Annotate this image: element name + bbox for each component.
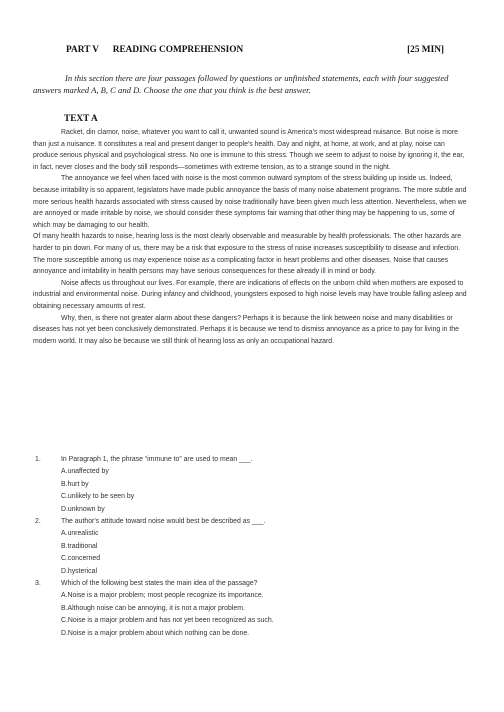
paragraph: The annoyance we feel when faced with noise is the most common outward symptom of the stress building up inside us. Indeed, because irritability is so apparent, legislators have made public annoyance the basis of many noise abatement programs. The more subtle and more serious health hazards associated with stress caused by noise traditionally have been given much less attention. Nevertheless, when we are annoyed or made irritable by noise, we should consider these symptoms fair warning that other thing may be happening to us, some of which may be damaging to our health. (33, 175, 467, 229)
answer-option: D.Noise is a major problem about which nothing can be done. (61, 629, 250, 637)
paragraph: Why, then, is there not greater alarm about these dangers? Perhaps it is because the link between noise and many disabilities or diseases has not yet been conclusively demonstrated. Perhaps it is because we tend to dismiss annoyance as a price to pay for living in the modern world. It may also be because we still think of hearing loss as only an occupational hazard. (33, 314, 459, 345)
passage (33, 127, 469, 347)
question (33, 578, 469, 640)
answer-option: C.unlikely to be seen by (61, 493, 135, 501)
question-number: 3. (35, 580, 41, 588)
paragraph: Of many health hazards to noise, hearing loss is the most clearly observable and measurable by health professionals. The other hazards are harder to pin down. For many of us, there may be a risk that exposure to the stress of noise increases susceptibility to disease and infection. The more susceptible among us may experience noise as a complicating factor in heart problems and other diseases. Noise that causes annoyance and irritability in health persons may have serious consequences for these already ill in mind or body. (33, 233, 462, 276)
time-limit: [25 MIN] (407, 45, 444, 55)
question-number: 2. (35, 518, 41, 526)
question (33, 516, 469, 578)
question-stem: Which of the following best states the main idea of the passage? (61, 580, 258, 588)
question-number: 1. (35, 456, 41, 463)
answer-option: C.Noise is a major problem and has not yet been recognized as such. (61, 617, 274, 625)
answer-option: D.unknown by (61, 505, 105, 513)
questions (33, 454, 469, 640)
answer-option: D.hysterical (61, 567, 97, 575)
answer-option: B.Although noise can be annoying, it is not a major problem. (61, 604, 245, 612)
answer-option: B.traditional (61, 542, 98, 550)
question (33, 454, 469, 516)
part-header (66, 45, 444, 57)
answer-option: A.unaffected by (61, 468, 109, 476)
question-stem: In Paragraph 1, the phrase “immune to” are used to mean ___. (61, 456, 253, 463)
answer-option: A.unrealistic (61, 530, 99, 538)
paragraph: Racket, din clamor, noise, whatever you want to call it, unwanted sound is America's most widespread nuisance. But noise is more than just a nuisance. It constitutes a real and present danger to people's health. Day and night, at home, at work, and at play, noise can produce serious physical and psychological stress. No one is immune to this stress. Though we seem to adjust to noise by ignoring it, the ear, in fact, never closes and the body still responds—sometimes with extreme tension, as to a strange sound in the night. (33, 129, 465, 171)
answer-option: A.Noise is a major problem; most people recognize its importance. (61, 592, 264, 600)
section-title: TEXT A (64, 114, 98, 124)
answer-option: B.hurt by (61, 480, 89, 488)
paragraph: Noise affects us throughout our lives. For example, there are indications of effects on the unborn child when mothers are exposed to industrial and environmental noise. During infancy and childhood, youngsters exposed to high noise levels may have trouble falling asleep and obtaining necessary amounts of rest. (33, 279, 467, 310)
question-stem: The author's attitude toward noise would best be described as ___. (61, 518, 266, 526)
part-title: PART V READING COMPREHENSION (66, 45, 244, 55)
instructions: In this section there are four passages followed by questions or unfinished statements, each with four suggested answers marked A, B, C and D. Choose the one that you think is the best answer. (33, 73, 449, 95)
answer-option: C.concerned (61, 555, 101, 563)
